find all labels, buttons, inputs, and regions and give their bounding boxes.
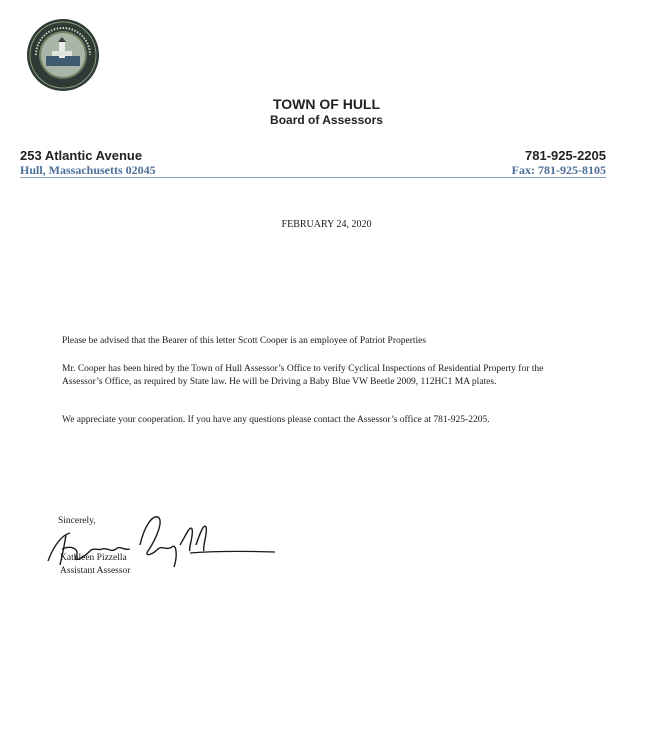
signer-name: Kathleen Pizzella xyxy=(60,553,127,563)
letter-date: FEBRUARY 24, 2020 xyxy=(281,219,372,230)
phone-number: 781-925-2205 xyxy=(525,148,606,163)
address-line-1: 253 Atlantic Avenue xyxy=(20,148,143,163)
signer-title: Assistant Assessor xyxy=(60,566,131,576)
letterhead-divider xyxy=(20,177,606,178)
town-seal xyxy=(26,18,100,92)
fax-number: Fax: 781-925-8105 xyxy=(511,163,606,177)
handwritten-signature xyxy=(40,505,280,575)
address-line-2: Hull, Massachusetts 02045 xyxy=(20,163,156,177)
department-name: Board of Assessors xyxy=(270,113,383,127)
body-paragraph-1: Please be advised that the Bearer of this letter Scott Cooper is an employee of Patriot Properties xyxy=(62,336,427,346)
body-paragraph-3: We appreciate your cooperation. If you have any questions please contact the Assessor’s office at 781-925-2205. xyxy=(62,415,490,425)
body-paragraph-2: Mr. Cooper has been hired by the Town of Hull Assessor’s Office to verify Cyclical Inspections of Residential Property for the Assessor’s Office, as required by State law. He will be Driving a Baby Blue VW Beetle 2009, 112HC1 MA plates. xyxy=(62,364,544,387)
org-name: TOWN OF HULL xyxy=(272,96,381,112)
closing: Sincerely, xyxy=(58,516,96,526)
